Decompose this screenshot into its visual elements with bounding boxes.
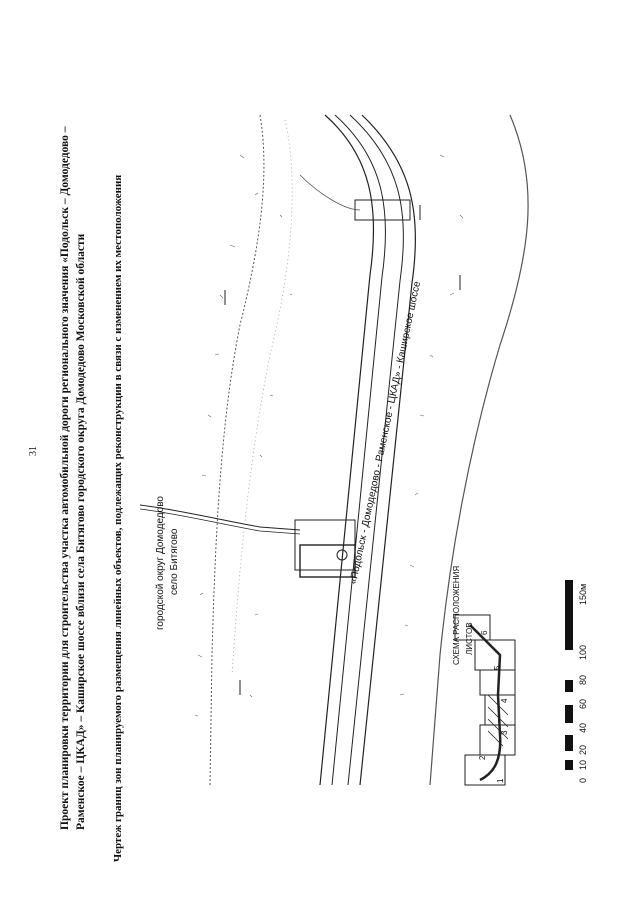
map-svg [120,95,620,795]
road-edge-4 [360,115,415,785]
road-edge-1 [320,115,374,785]
road-label: «Подольск - Домодедово - Раменское - ЦКАД» - Каширское шоссе [348,280,424,586]
scale-tick-100: 100 [578,644,588,660]
terrain-boundary-west [210,115,264,785]
interchange-zone-inner [300,545,355,577]
scale-tick-40: 40 [578,722,588,733]
page-number: 31 [28,446,39,456]
drawing-subtitle: Чертеж границ зон планируемого размещения линейных объектов, подлежащих реконструкции в связи с изменением их местоположения [112,174,124,862]
terrain-boundary-east [430,115,528,785]
scale-tick-0: 0 [578,777,588,783]
key-sheet-4: 4 [500,698,509,703]
scale-end-label: 150м [578,583,588,605]
key-sheet-5: 5 [493,665,502,670]
locality-label-2: село Битягово [169,528,180,595]
scale-tick-60: 60 [578,698,588,709]
document-header [58,30,89,830]
key-sheet-6: 6 [480,630,489,635]
upper-ramp [300,175,360,210]
scale-tick-20: 20 [578,744,588,755]
scale-tick-80: 80 [578,674,588,685]
scale-tick-10: 10 [578,759,588,770]
key-sheet-3: 3 [500,730,509,735]
key-sheet-1: 1 [496,778,505,783]
map-drawing [120,95,620,795]
key-sheet-2: 2 [478,755,487,760]
header-line-1: Проект планировки территории для строительства участка автомобильной дороги регионального значения «Подольск – Домодедово – [59,126,71,830]
scale-bar [565,580,573,770]
key-map-title-2: ЛИСТОВ [465,622,474,655]
locality-label-1: городской округ Домодедово [155,496,166,630]
key-map-title-1: СХЕМА РАСПОЛОЖЕНИЯ [452,565,461,665]
header-line-2: Раменское – ЦКАД» – Каширское шоссе вблизи села Битягово городского округа Домодедово Московской области [74,233,87,830]
